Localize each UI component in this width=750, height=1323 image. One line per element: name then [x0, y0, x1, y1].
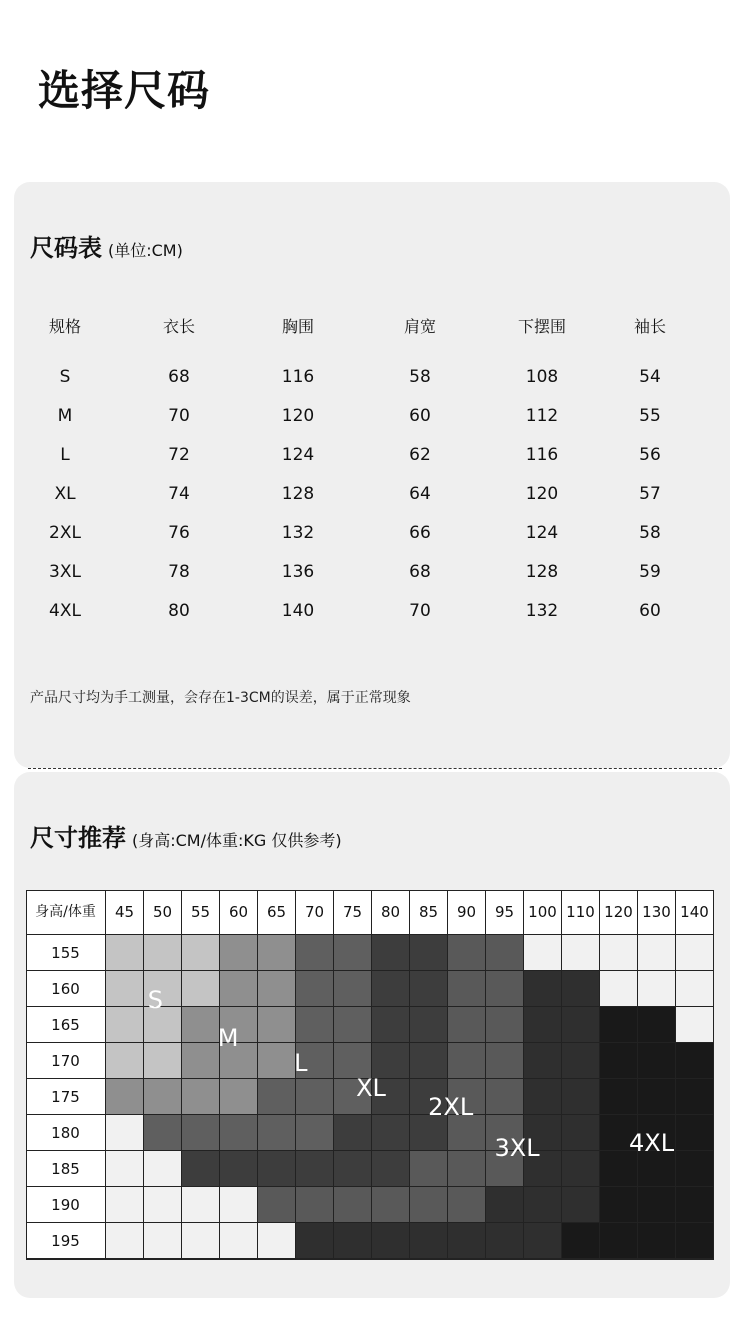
grid-cell-3xl — [296, 1223, 334, 1259]
size-table-cell: XL — [54, 484, 76, 504]
size-table-row — [14, 518, 730, 548]
grid-cell-m — [220, 1079, 258, 1115]
grid-cell-m — [182, 1007, 220, 1043]
weight-header: 95 — [486, 890, 524, 935]
grid-cell-2xl — [448, 935, 486, 971]
recommendation-title-text: 尺寸推荐 — [30, 824, 126, 852]
size-table-cell: 2XL — [49, 523, 81, 543]
grid-cell-none — [106, 1115, 144, 1151]
grid-cell-m — [258, 1043, 296, 1079]
grid-cell-2xl — [258, 1187, 296, 1223]
grid-cell-3xl — [524, 1079, 562, 1115]
size-table-cell: 60 — [409, 406, 431, 426]
size-table-cell: 59 — [639, 562, 661, 582]
weight-header: 90 — [448, 890, 486, 935]
grid-cell-l — [296, 1115, 334, 1151]
grid-cell-m — [258, 1007, 296, 1043]
height-header: 185 — [26, 1151, 106, 1187]
grid-cell-4xl — [600, 1007, 638, 1043]
size-table-title-text: 尺码表 — [30, 234, 102, 262]
weight-header: 100 — [524, 890, 562, 935]
size-table-cell: 58 — [409, 367, 431, 387]
size-table-cell: L — [60, 445, 70, 465]
weight-header: 80 — [372, 890, 410, 935]
size-region-label: S — [147, 985, 164, 1014]
weight-header: 55 — [182, 890, 220, 935]
grid-cell-3xl — [562, 1007, 600, 1043]
size-table-cell: 56 — [639, 445, 661, 465]
grid-cell-3xl — [486, 1187, 524, 1223]
weight-header: 110 — [562, 890, 600, 935]
grid-cell-xl — [334, 1151, 372, 1187]
grid-cell-4xl — [676, 1187, 714, 1223]
grid-cell-l — [334, 971, 372, 1007]
grid-cell-none — [182, 1223, 220, 1259]
grid-cell-m — [182, 1079, 220, 1115]
height-header: 165 — [26, 1007, 106, 1043]
size-region-label: 2XL — [428, 1093, 474, 1122]
size-recommendation-chart — [26, 890, 714, 1260]
size-table-cell: 128 — [281, 484, 315, 504]
size-table-header-cell: 衣长 — [162, 317, 195, 336]
grid-cell-none — [106, 1187, 144, 1223]
grid-cell-xl — [372, 1151, 410, 1187]
size-table-row — [14, 440, 730, 470]
grid-cell-xl — [410, 1043, 448, 1079]
size-region-label: M — [217, 1023, 239, 1052]
grid-cell-2xl — [296, 1187, 334, 1223]
weight-header: 60 — [220, 890, 258, 935]
weight-header: 85 — [410, 890, 448, 935]
grid-cell-xl — [334, 1115, 372, 1151]
grid-cell-xl — [372, 1115, 410, 1151]
grid-cell-none — [144, 1151, 182, 1187]
grid-cell-4xl — [638, 1079, 676, 1115]
weight-header: 50 — [144, 890, 182, 935]
grid-cell-3xl — [562, 1043, 600, 1079]
grid-cell-2xl — [486, 935, 524, 971]
size-table-cell: 68 — [409, 562, 431, 582]
grid-cell-m — [258, 971, 296, 1007]
size-table-cell: 74 — [168, 484, 190, 504]
grid-cell-none — [182, 1187, 220, 1223]
grid-cell-xl — [182, 1151, 220, 1187]
grid-cell-m — [144, 1079, 182, 1115]
grid-cell-none — [106, 1223, 144, 1259]
size-table-cell: 124 — [525, 523, 559, 543]
grid-cell-none — [258, 1223, 296, 1259]
grid-cell-l — [296, 1079, 334, 1115]
grid-cell-l — [296, 1007, 334, 1043]
grid-cell-4xl — [676, 1151, 714, 1187]
grid-cell-3xl — [486, 1223, 524, 1259]
grid-cell-l — [182, 1115, 220, 1151]
size-table-cell: 112 — [525, 406, 559, 426]
size-table-cell: 124 — [281, 445, 315, 465]
grid-cell-3xl — [524, 1007, 562, 1043]
weight-header: 75 — [334, 890, 372, 935]
size-table-unit: (单位:CM) — [108, 241, 183, 260]
height-header: 195 — [26, 1223, 106, 1259]
grid-cell-2xl — [410, 1187, 448, 1223]
grid-cell-none — [106, 1151, 144, 1187]
size-table-panel — [14, 182, 730, 768]
grid-cell-l — [334, 1007, 372, 1043]
weight-header: 45 — [106, 890, 144, 935]
grid-cell-xl — [372, 935, 410, 971]
grid-cell-s — [106, 935, 144, 971]
size-region-label: XL — [356, 1073, 386, 1102]
grid-cell-xl — [410, 971, 448, 1007]
size-region-label: L — [294, 1049, 308, 1078]
size-table-cell: 60 — [639, 601, 661, 621]
size-table-header — [14, 312, 730, 342]
grid-cell-xl — [296, 1151, 334, 1187]
size-table-cell: 70 — [409, 601, 431, 621]
size-table-header-cell: 规格 — [48, 317, 81, 336]
size-table-cell: 66 — [409, 523, 431, 543]
grid-cell-4xl — [676, 1223, 714, 1259]
height-header: 175 — [26, 1079, 106, 1115]
grid-cell-l — [258, 1115, 296, 1151]
grid-cell-2xl — [486, 1079, 524, 1115]
grid-cell-3xl — [524, 1043, 562, 1079]
grid-cell-none — [524, 935, 562, 971]
height-header: 170 — [26, 1043, 106, 1079]
grid-cell-3xl — [372, 1223, 410, 1259]
size-table-header-cell: 肩宽 — [403, 317, 436, 336]
recommendation-title — [30, 818, 342, 853]
grid-cell-2xl — [410, 1151, 448, 1187]
grid-cell-m — [182, 1043, 220, 1079]
size-table-row — [14, 401, 730, 431]
grid-cell-xl — [372, 971, 410, 1007]
grid-cell-3xl — [448, 1223, 486, 1259]
height-header: 190 — [26, 1187, 106, 1223]
size-table-cell: 78 — [168, 562, 190, 582]
size-table-cell: 55 — [639, 406, 661, 426]
section-divider — [28, 768, 722, 769]
size-table-row — [14, 362, 730, 392]
size-table-cell: 70 — [168, 406, 190, 426]
grid-cell-none — [144, 1223, 182, 1259]
grid-cell-l — [334, 935, 372, 971]
grid-cell-none — [638, 935, 676, 971]
grid-cell-s — [144, 935, 182, 971]
weight-header: 130 — [638, 890, 676, 935]
grid-cell-3xl — [562, 1115, 600, 1151]
weight-header: 120 — [600, 890, 638, 935]
grid-cell-2xl — [334, 1187, 372, 1223]
grid-cell-m — [106, 1079, 144, 1115]
grid-cell-l — [220, 1115, 258, 1151]
grid-cell-none — [676, 1007, 714, 1043]
size-table-cell: 120 — [281, 406, 315, 426]
size-table-header-cell: 胸围 — [281, 317, 314, 336]
grid-cell-l — [144, 1115, 182, 1151]
grid-cell-none — [676, 971, 714, 1007]
grid-cell-2xl — [486, 971, 524, 1007]
grid-cell-4xl — [638, 1007, 676, 1043]
grid-cell-l — [296, 971, 334, 1007]
size-table-cell: 76 — [168, 523, 190, 543]
size-table-cell: 4XL — [49, 601, 81, 621]
grid-cell-none — [600, 935, 638, 971]
grid-cell-2xl — [448, 971, 486, 1007]
grid-cell-4xl — [676, 1043, 714, 1079]
size-table-cell: 136 — [281, 562, 315, 582]
grid-cell-3xl — [562, 971, 600, 1007]
recommendation-subtitle: (身高:CM/体重:KG 仅供参考) — [132, 831, 342, 850]
size-table-cell: M — [57, 406, 73, 426]
weight-header: 70 — [296, 890, 334, 935]
grid-cell-2xl — [372, 1187, 410, 1223]
grid-cell-s — [182, 935, 220, 971]
measurement-note: 产品尺寸均为手工测量，会存在1-3CM的误差，属于正常现象 — [30, 690, 411, 706]
grid-cell-2xl — [486, 1007, 524, 1043]
grid-cell-s — [144, 1043, 182, 1079]
grid-cell-s — [182, 971, 220, 1007]
grid-cell-xl — [258, 1151, 296, 1187]
size-table-cell: 62 — [409, 445, 431, 465]
grid-cell-3xl — [562, 1187, 600, 1223]
size-table-cell: 132 — [525, 601, 559, 621]
grid-cell-m — [220, 971, 258, 1007]
size-table-row — [14, 557, 730, 587]
grid-cell-4xl — [638, 1043, 676, 1079]
grid-cell-4xl — [600, 1079, 638, 1115]
size-table-cell: 116 — [525, 445, 559, 465]
size-table-cell: 64 — [409, 484, 431, 504]
grid-cell-m — [258, 935, 296, 971]
size-table-cell: 58 — [639, 523, 661, 543]
grid-cell-2xl — [448, 1007, 486, 1043]
grid-cell-none — [144, 1187, 182, 1223]
size-table-cell: 108 — [525, 367, 559, 387]
size-table-header-cell: 袖长 — [633, 317, 666, 336]
height-header: 180 — [26, 1115, 106, 1151]
height-header: 155 — [26, 935, 106, 971]
size-table-row — [14, 479, 730, 509]
size-table-cell: 54 — [639, 367, 661, 387]
grid-cell-none — [638, 971, 676, 1007]
grid-cell-l — [296, 935, 334, 971]
grid-cell-3xl — [562, 1079, 600, 1115]
size-table-cell: 116 — [281, 367, 315, 387]
grid-cell-3xl — [334, 1223, 372, 1259]
size-table-cell: 128 — [525, 562, 559, 582]
grid-cell-none — [220, 1223, 258, 1259]
size-table-title — [30, 228, 183, 263]
page-title: 选择尺码 — [38, 66, 211, 115]
grid-cell-3xl — [410, 1223, 448, 1259]
grid-cell-none — [220, 1187, 258, 1223]
grid-cell-s — [106, 1007, 144, 1043]
grid-cell-none — [562, 935, 600, 971]
grid-cell-3xl — [524, 1187, 562, 1223]
size-table-cell: 132 — [281, 523, 315, 543]
grid-cell-4xl — [638, 1223, 676, 1259]
size-table-cell: 57 — [639, 484, 661, 504]
grid-cell-xl — [410, 1007, 448, 1043]
grid-cell-4xl — [600, 1043, 638, 1079]
size-table-cell: 72 — [168, 445, 190, 465]
grid-cell-4xl — [600, 1187, 638, 1223]
grid-cell-l — [258, 1079, 296, 1115]
size-region-label: 3XL — [494, 1133, 540, 1162]
grid-cell-3xl — [524, 1223, 562, 1259]
size-table-cell: 3XL — [49, 562, 81, 582]
grid-cell-2xl — [448, 1043, 486, 1079]
grid-cell-2xl — [448, 1151, 486, 1187]
grid-cell-3xl — [524, 971, 562, 1007]
size-table-cell: S — [59, 367, 71, 387]
size-table-cell: 120 — [525, 484, 559, 504]
grid-cell-s — [106, 971, 144, 1007]
grid-cell-3xl — [562, 1151, 600, 1187]
grid-cell-xl — [410, 935, 448, 971]
grid-cell-none — [600, 971, 638, 1007]
grid-cell-4xl — [638, 1187, 676, 1223]
size-table-cell: 68 — [168, 367, 190, 387]
grid-cell-4xl — [676, 1115, 714, 1151]
weight-header: 65 — [258, 890, 296, 935]
height-header: 160 — [26, 971, 106, 1007]
grid-corner-label: 身高/体重 — [26, 890, 106, 935]
grid-cell-4xl — [562, 1223, 600, 1259]
size-table-cell: 80 — [168, 601, 190, 621]
size-table-cell: 140 — [281, 601, 315, 621]
grid-cell-4xl — [676, 1079, 714, 1115]
grid-cell-xl — [220, 1151, 258, 1187]
size-table-header-cell: 下摆围 — [517, 317, 566, 336]
grid-cell-none — [676, 935, 714, 971]
size-region-label: 4XL — [629, 1129, 675, 1158]
grid-cell-xl — [372, 1007, 410, 1043]
grid-cell-4xl — [600, 1223, 638, 1259]
grid-cell-s — [106, 1043, 144, 1079]
weight-header: 140 — [676, 890, 714, 935]
size-table-row — [14, 596, 730, 626]
grid-cell-m — [220, 935, 258, 971]
grid-cell-2xl — [486, 1043, 524, 1079]
grid-cell-2xl — [448, 1187, 486, 1223]
